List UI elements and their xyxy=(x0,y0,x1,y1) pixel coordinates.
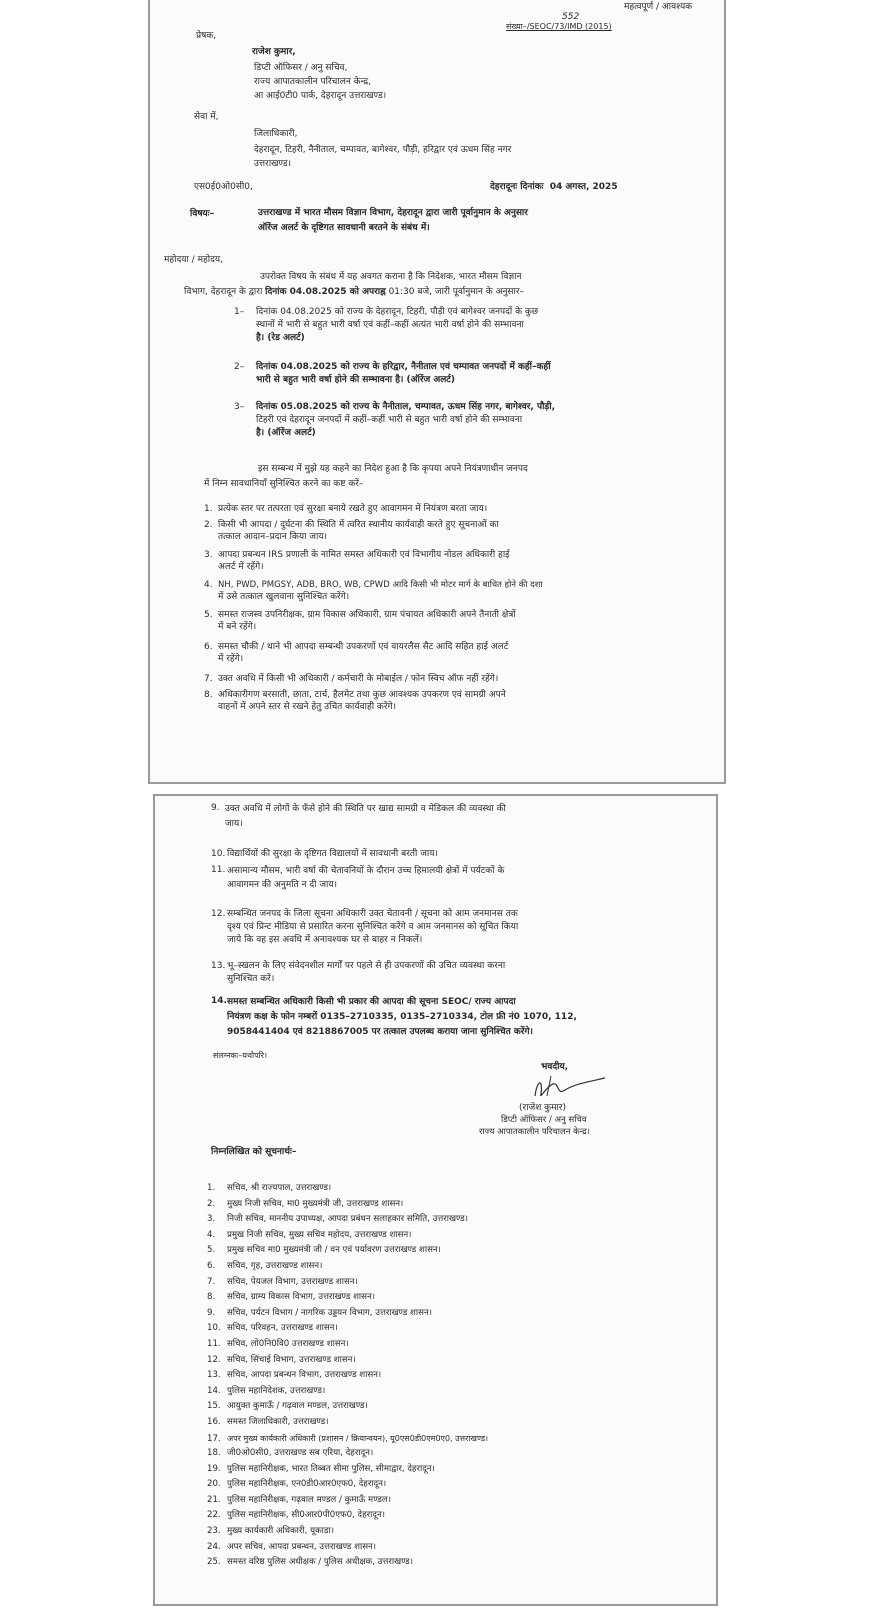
list-item: 10. सचिव, परिवहन, उत्तराखण्ड शासन। xyxy=(207,1323,338,1334)
list-item: 24. अपर सचिव, आपदा प्रबन्धन, उत्तराखण्ड शासन। xyxy=(207,1541,377,1552)
measure-item: 10. विद्यार्थियों की सुरक्षा के दृष्टिगत विद्यालयों में सावधानी बरती जाय। xyxy=(211,849,438,859)
list-item: 21. पुलिस महानिरीक्षक, गढ़वाल मण्डल / कुमाऊँ मण्डल। xyxy=(207,1494,391,1505)
directive-paragraph-line2: में निम्न सावधानियाँ सुनिश्चित करने का कष्ट करें– xyxy=(204,479,364,489)
salutation: महोदया / महोदय, xyxy=(164,255,223,265)
recipient-title: जिलाधिकारी, xyxy=(254,129,298,139)
list-item: 2. मुख्य निजी सचिव, मा0 मुख्यमंत्री जी, उत्तराखण्ड शासन। xyxy=(207,1198,404,1209)
list-item: 25. समस्त वरिष्ठ पुलिस अधीक्षक / पुलिस अधीक्षक, उत्तराखण्ड। xyxy=(207,1557,414,1568)
measure-item: 13. भू–स्खलन के लिए संवेदनशील मार्गों पर पहले से ही उपकरणों की उचित व्यवस्था करना सुनिश्चित करें। xyxy=(211,961,506,984)
list-item: 23. मुख्य कार्यकारी अधिकारी, यूकाडा। xyxy=(207,1526,334,1537)
list-item: 11. सचिव, लो0नि0वि0 उत्तराखण्ड शासन। xyxy=(207,1338,349,1349)
forecast-item: 3– दिनांक 05.08.2025 को राज्य के नैनीताल, चम्पावत, ऊधम सिंह नगर, बागेश्वर, पौड़ी, टिहरी एवं देहरादून जनपदों में कहीं–कहीं भारी से बहुत भारी वर्षा होने की सम्भावना है। (ऑरेंज अलर्ट) xyxy=(234,402,555,438)
measure-item: 5. समस्त राजस्व उपनिरीक्षक, ग्राम विकास अधिकारी, ग्राम पंचायत अधिकारी अपने तैनाती क्षेत्रों में बने रहेंगे। xyxy=(204,610,516,632)
handwritten-number: 552 xyxy=(562,12,580,22)
subject-label: विषयः– xyxy=(190,209,215,219)
letter-page-2 xyxy=(153,794,718,1606)
enclosure-note: संलग्नकः–यथोपरि। xyxy=(213,1051,268,1060)
letter-date: देहरादूनः दिनांकः 04 अगस्त, 2025 xyxy=(490,182,618,192)
distribution-list xyxy=(207,1181,488,1571)
signatory-office: राज्य आपातकालीन परिचालन केन्द्र। xyxy=(479,1127,591,1137)
list-item: 3. निजी सचिव, माननीय उपाध्यक्ष, आपदा प्रबंधन सलाहकार समिति, उत्तराखण्ड। xyxy=(207,1214,468,1225)
distribution-heading: निम्नलिखित को सूचनार्थः– xyxy=(211,1147,297,1157)
measure-item: 12. सम्बन्धित जनपद के जिला सूचना अधिकारी उक्त चेतावनी / सूचना को आम जनमानस तक दृश्य एवं प्रिन्ट मीडिया से प्रसारित करना सुनिश्चित करेंगे व आम जनमानस को सूचित किया जाये कि वह इस अवधि में अनावश्यक घर से बाहर न निकलें। xyxy=(211,909,519,945)
intro-paragraph: उपरोक्त विषय के संबंध में यह अवगत कराना है कि निदेशक, भारत मौसम विज्ञान xyxy=(260,272,522,282)
list-item: 15. आयुक्त कुमाऊँ / गढ़वाल मण्डल, उत्तराखण्ड। xyxy=(207,1401,368,1412)
directive-paragraph: इस सम्बन्ध में मुझे यह कहने का निदेश हुआ है कि कृपया अपने नियंत्रणाधीन जनपद xyxy=(258,464,528,474)
measure-item: 7. उक्त अवधि में किसी भी अधिकारी / कर्मचारी के मोबाईल / फोन स्विच ऑफ नहीं रहेंगे। xyxy=(204,674,499,684)
measure-item: 4. NH, PWD, PMGSY, ADB, BRO, WB, CPWD आदि किसी भी मोटर मार्ग के बाधित होने की दशा में उसे तत्काल खुलवाना सुनिश्चित करेंगे। xyxy=(204,580,543,602)
closing-text: भवदीय, xyxy=(541,1062,569,1072)
measure-item-contact-numbers: 14. समस्त सम्बन्धित अधिकारी किसी भी प्रकार की आपदा की सूचना SEOC/ राज्य आपदा नियंत्रण कक्ष के फोन नम्बरों 0135–2710335, 0135–2710334, टोल फ्री नं0 1070, 112, 9058441404 एवं 8218867005 पर तत्काल उपलब्ध कराया जाना सुनिश्चित करेंगे। xyxy=(211,996,577,1037)
measure-item: 11. असामान्य मौसम, भारी वर्षा की चेतावनियों के दौरान उच्च हिमालयी क्षेत्रों में पर्यटकों के आवागमन की अनुमति न दी जाय। xyxy=(211,865,505,890)
list-item: 18. जी0ओ0सी0, उत्तराखण्ड सब एरिया, देहरादून। xyxy=(207,1448,374,1459)
letter-number: संख्या–/SEOC/73/IMD (2015) xyxy=(506,22,612,31)
recipient-districts: देहरादून, टिहरी, नैनीताल, चम्पावत, बागेश्वर, पौड़ी, हरिद्वार एवं ऊधम सिंह नगर उत्तराखण्ड। xyxy=(254,145,512,169)
signature-mark xyxy=(517,1072,609,1104)
forecast-item: 1– दिनांक 04.08.2025 को राज्य के देहरादून, टिहरी, पौड़ी एवं बागेश्वर जनपदों के कुछ स्थानों में भारी से बहुत भारी वर्षा एवं कहीं–कहीं अत्यंत भारी वर्षा होने की सम्भावना है। (रेड अलर्ट) xyxy=(234,307,539,343)
letter-page-1 xyxy=(148,0,726,784)
measure-item: 3. आपदा प्रबन्धन IRS प्रणाली के नामित समस्त अधिकारी एवं विभागीय नोडल अधिकारी हाई अलर्ट में रहेंगे। xyxy=(204,550,510,572)
list-item: 9. सचिव, पर्यटन विभाग / नागरिक उड्डयन विभाग, उत्तराखण्ड शासन। xyxy=(207,1307,432,1318)
list-item: 6. सचिव, गृह, उत्तराखण्ड शासन। xyxy=(207,1260,323,1271)
signatory-name: (राजेश कुमार) xyxy=(519,1103,566,1113)
sender-name: राजेश कुमार, xyxy=(252,47,296,57)
list-item: 1. सचिव, श्री राज्यपाल, उत्तराखण्ड। xyxy=(207,1183,332,1193)
list-item: 20. पुलिस महानिरीक्षक, एन0डी0आर0एफ0, देहरादून। xyxy=(207,1479,387,1490)
recipient-label: सेवा में, xyxy=(194,112,219,122)
priority-label: महत्वपूर्ण / आवश्यक xyxy=(624,2,693,12)
list-item: 4. प्रमुख निजी सचिव, मुख्य सचिव महोदय, उत्तराखण्ड शासन। xyxy=(207,1229,412,1240)
list-item: 13. सचिव, आपदा प्रबन्धन विभाग, उत्तराखण्ड शासन। xyxy=(207,1370,382,1381)
list-item: 14. पुलिस महानिदेशक, उत्तराखण्ड। xyxy=(207,1385,326,1396)
list-item: 22. पुलिस महानिरीक्षक, सी0आर0पी0एफ0, देहरादून। xyxy=(207,1510,385,1521)
sender-label: प्रेषक, xyxy=(196,31,217,41)
list-item: 5. प्रमुख सचिव मा0 मुख्यमंत्री जी / वन एवं पर्यावरण उत्तराखण्ड शासन। xyxy=(207,1245,441,1256)
intro-paragraph-line2: विभाग, देहरादून के द्वारा दिनांक 04.08.2025 को अपराह्न 01:30 बजे, जारी पूर्वानुमान के अनुसार– xyxy=(184,287,525,297)
measure-item: 2. किसी भी आपदा / दुर्घटना की स्थिति में त्वरित स्थानीय कार्यवाही करते हुए सूचनाओं का तत्काल आदान–प्रदान किया जाय। xyxy=(204,520,499,542)
forecast-item: 2– दिनांक 04.08.2025 को राज्य के हरिद्वार, नैनीताल एवं चम्पावत जनपदों में कहीं–कहीं भारी से बहुत भारी वर्षा होने की सम्भावना है। (ऑरेंज अलर्ट) xyxy=(234,362,551,385)
measure-item: 1. प्रत्येक स्तर पर तत्परता एवं सुरक्षा बनाये रखते हुए आवागमन में नियंत्रण बरता जाय। xyxy=(204,504,488,514)
list-item: 12. सचिव, सिंचाई विभाग, उत्तराखण्ड शासन। xyxy=(207,1354,356,1365)
list-item: 17. अपर मुख्य कार्यकारी अधिकारी (प्रशासन / क्रियान्वयन), यू0एस0डी0एम0ए0, उत्तराखण्ड। xyxy=(207,1433,489,1444)
sender-address: डिप्टी ऑफिसर / अनु सचिव, राज्य आपातकालीन परिचालन केन्द्र, आ आई0टी0 पार्क, देहरादून उत्तराखण्ड। xyxy=(254,63,387,101)
list-item: 7. सचिव, पेयजल विभाग, उत्तराखण्ड शासन। xyxy=(207,1276,358,1287)
measure-item: 6. समस्त चौकी / थाने भी आपदा सम्बन्धी उपकरणों एवं वायरलैस सैट आदि सहित हाई अलर्ट में रहेंगे। xyxy=(204,642,509,664)
list-item: 16. समस्त जिलाधिकारी, उत्तराखण्ड। xyxy=(207,1416,329,1427)
reference-code: एस0ई0ओ0सी0, xyxy=(194,182,253,192)
measure-item: 8. अधिकारीगण बरसाती, छाता, टार्च, हैलमेट तथा कुछ आवश्यक उपकरण एवं सामग्री अपने वाहनों में अपने स्तर से रखने हेतु उचित कार्यवाही करेंगे। xyxy=(204,690,506,712)
signatory-designation: डिप्टी ऑफिसर / अनु सचिव xyxy=(501,1115,587,1125)
subject-text: उत्तराखण्ड में भारत मौसम विज्ञान विभाग, देहरादून द्वारा जारी पूर्वानुमान के अनुसार ऑरेंज अलर्ट के दृष्टिगत सावधानी बरतने के संबंध में। xyxy=(258,208,528,233)
list-item: 19. पुलिस महानिरीक्षक, भारत तिब्बत सीमा पुलिस, सीमाद्वार, देहरादून। xyxy=(207,1463,435,1474)
measure-item: 9. उक्त अवधि में लोगों के फँसे होने की स्थिति पर खाद्य सामग्री व मेडिकल की व्यवस्था की जाय। xyxy=(211,803,506,829)
list-item: 8. सचिव, ग्राम्य विकास विभाग, उत्तराखण्ड शासन। xyxy=(207,1292,375,1303)
